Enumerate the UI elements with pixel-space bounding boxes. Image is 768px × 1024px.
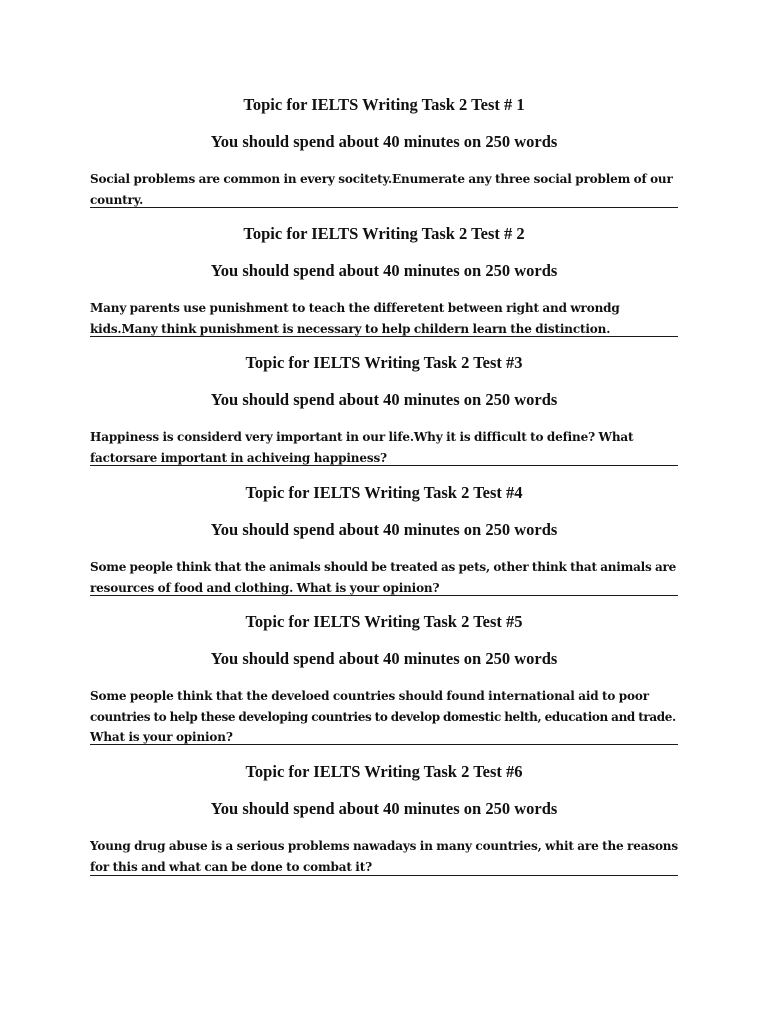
question-line: Social problems are common in every socitety.Enumerate any three social problem of our [90, 172, 673, 186]
topic-heading: Topic for IELTS Writing Task 2 Test # 2 [243, 224, 525, 243]
essay-question [90, 557, 678, 598]
section-divider [90, 465, 678, 466]
question-line: resources of food and clothing. What is your opinion? [90, 580, 440, 595]
essay-question [90, 169, 678, 210]
time-instruction: You should spend about 40 minutes on 250 words [210, 261, 558, 280]
question-line: country. [90, 192, 144, 207]
essay-question [90, 686, 678, 748]
topic-heading: Topic for IELTS Writing Task 2 Test #3 [245, 353, 523, 372]
section-divider [90, 744, 678, 745]
question-line: factorsare important in achiveing happiness? [90, 450, 387, 465]
essay-question [90, 298, 678, 339]
question-line: Happiness is considerd very important in our life.Why it is difficult to define? What [90, 430, 634, 444]
question-line: Some people think that the develoed countries should found international aid to poor [90, 689, 649, 703]
topic-heading: Topic for IELTS Writing Task 2 Test #5 [245, 612, 523, 631]
question-line: kids.Many think punishment is necessary to help childern learn the distinction. [90, 321, 611, 336]
time-instruction: You should spend about 40 minutes on 250 words [210, 390, 558, 409]
time-instruction: You should spend about 40 minutes on 250 words [210, 132, 558, 151]
topic-heading: Topic for IELTS Writing Task 2 Test #6 [245, 762, 523, 781]
time-instruction: You should spend about 40 minutes on 250 words [210, 799, 558, 818]
question-line: Many parents use punishment to teach the differetent between right and wrondg [90, 301, 620, 315]
essay-question [90, 836, 678, 877]
topic-heading: Topic for IELTS Writing Task 2 Test # 1 [243, 95, 525, 114]
section-divider [90, 336, 678, 337]
question-line: What is your opinion? [90, 730, 233, 744]
section-divider [90, 207, 678, 208]
time-instruction: You should spend about 40 minutes on 250 words [210, 649, 558, 668]
section-divider [90, 875, 678, 876]
question-line: countries to help these developing countries to develop domestic helth, education and trade. [90, 709, 676, 724]
time-instruction: You should spend about 40 minutes on 250 words [210, 520, 558, 539]
essay-question [90, 427, 678, 468]
question-line: Some people think that the animals should be treated as pets, other think that animals are [90, 560, 676, 574]
topic-heading: Topic for IELTS Writing Task 2 Test #4 [245, 483, 523, 502]
question-line: for this and what can be done to combat it? [90, 859, 372, 874]
question-line: Young drug abuse is a serious problems nawadays in many countries, whit are the reasons [90, 839, 678, 853]
section-divider [90, 595, 678, 596]
